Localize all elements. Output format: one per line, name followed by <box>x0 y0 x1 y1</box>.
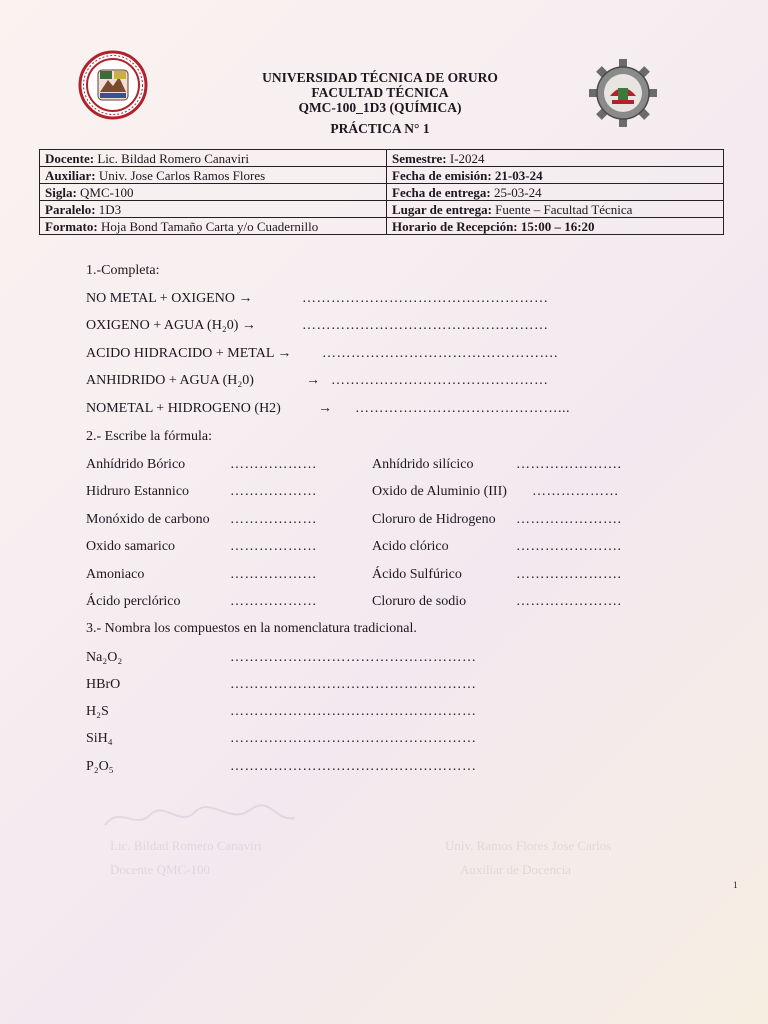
emision-value: 21-03-24 <box>494 167 543 183</box>
horario-cell <box>387 218 724 235</box>
q1-item-2-text: OXIGENO + AGUA (H₂0) → <box>86 318 256 333</box>
university-seal-icon <box>78 50 148 120</box>
q3-formula-3: H₂S <box>86 704 109 719</box>
semestre-value: I-2024 <box>449 150 485 166</box>
q2-right-4-blank[interactable]: …………………. <box>516 539 622 554</box>
q1-item-2-blank[interactable]: …………………………………………… <box>302 318 549 333</box>
q2-right-4-name: Acido clórico <box>372 539 449 554</box>
q1-item-5-arrow: → <box>318 401 332 416</box>
faculty-title: FACULTAD TÉCNICA <box>311 85 449 100</box>
faculty-gear-icon <box>588 58 658 128</box>
q2-right-5-blank[interactable]: …………………. <box>516 567 622 582</box>
formato-value: Hoja Bond Tamaño Carta y/o Cuadernillo <box>100 218 319 234</box>
q3-formula-1: Na₂O₂ <box>86 650 123 665</box>
q2-left-4-blank[interactable]: ……………… <box>230 539 317 554</box>
signature-right-role: Auxiliar de Docencia <box>460 862 572 877</box>
lugar-value: Fuente – Facultad Técnica <box>495 201 633 217</box>
q1-item-4-text: ANHIDRIDO + AGUA (H₂0) <box>86 373 254 388</box>
q2-right-5-name: Ácido Sulfúrico <box>372 567 462 582</box>
q1-item-5-text: NOMETAL + HIDROGENO (H2) <box>86 401 281 416</box>
docente-cell <box>40 150 387 167</box>
q1-item-4-arrow: → <box>306 373 320 388</box>
q3-formula-2: HBrO <box>86 677 121 692</box>
q2-left-1-name: Anhídrido Bórico <box>86 457 186 472</box>
q3-blank-2[interactable]: …………………………………………… <box>230 677 477 692</box>
q3-blank-1[interactable]: …………………………………………… <box>230 650 477 665</box>
sigla-label: Sigla: <box>45 184 77 200</box>
q2-left-5-blank[interactable]: ……………… <box>230 567 317 582</box>
paralelo-value: 1D3 <box>98 201 122 217</box>
auxiliar-cell <box>40 167 387 184</box>
q1-item-1-text: NO METAL + OXIGENO → <box>86 291 253 306</box>
auxiliar-label: Auxiliar: <box>45 167 96 183</box>
info-row <box>40 184 724 201</box>
info-row <box>40 201 724 218</box>
q2-left-6-name: Ácido perclórico <box>86 594 181 609</box>
emision-label: Fecha de emisión: <box>392 167 492 183</box>
q3-title: 3.- Nombra los compuestos en la nomenclatura tradicional. <box>86 621 417 636</box>
document-header <box>200 70 560 136</box>
q2-right-6-blank[interactable]: …………………. <box>516 594 622 609</box>
semestre-label: Semestre: <box>392 150 447 166</box>
q2-right-2-name: Oxido de Aluminio (III) <box>372 484 507 499</box>
entrega-label: Fecha de entrega: <box>392 184 491 200</box>
q2-right-1-blank[interactable]: …………………. <box>516 457 622 472</box>
horario-label: Horario de Recepción: <box>392 218 518 234</box>
q1-item-5-blank[interactable]: ……………………………………... <box>355 401 570 416</box>
info-table <box>39 149 724 235</box>
lugar-cell <box>387 201 724 218</box>
q1-item-1-blank[interactable]: …………………………………………… <box>302 291 549 306</box>
q2-title: 2.- Escribe la fórmula: <box>86 429 212 444</box>
q2-right-3-blank[interactable]: …………………. <box>516 512 622 527</box>
signature-block <box>90 800 710 890</box>
horario-value: 15:00 – 16:20 <box>520 218 595 234</box>
q2-left-6-blank[interactable]: ……………… <box>230 594 317 609</box>
handwritten-signature-icon <box>100 800 300 836</box>
formato-cell <box>40 218 387 235</box>
q3-blank-5[interactable]: …………………………………………… <box>230 759 477 774</box>
q2-right-3-name: Cloruro de Hidrogeno <box>372 512 496 527</box>
q2-right-1-name: Anhídrido silícico <box>372 457 474 472</box>
info-row <box>40 150 724 167</box>
university-title: UNIVERSIDAD TÉCNICA DE ORURO <box>262 70 498 85</box>
q1-item-3-text: ACIDO HIDRACIDO + METAL → <box>86 346 292 361</box>
q3-blank-4[interactable]: …………………………………………… <box>230 731 477 746</box>
docente-label: Docente: <box>45 150 95 166</box>
sigla-cell <box>40 184 387 201</box>
practica-title: PRÁCTICA N° 1 <box>330 121 430 136</box>
q2-left-2-name: Hidruro Estannico <box>86 484 190 499</box>
emision-cell <box>387 167 724 184</box>
auxiliar-value: Univ. Jose Carlos Ramos Flores <box>98 167 266 183</box>
q2-left-5-name: Amoniaco <box>86 567 145 582</box>
paralelo-label: Paralelo: <box>45 201 96 217</box>
formato-label: Formato: <box>45 218 98 234</box>
sigla-value: QMC-100 <box>80 184 134 200</box>
docente-value: Lic. Bildad Romero Canaviri <box>97 150 249 166</box>
info-row <box>40 167 724 184</box>
q2-left-3-name: Monóxido de carbono <box>86 512 210 527</box>
q2-left-2-blank[interactable]: ……………… <box>230 484 317 499</box>
q2-left-3-blank[interactable]: ……………… <box>230 512 317 527</box>
info-row <box>40 218 724 235</box>
q1-item-4-blank[interactable]: ……………………………………… <box>331 373 549 388</box>
lugar-label: Lugar de entrega: <box>392 201 492 217</box>
signature-left-name: Lic. Bildad Romero Canaviri <box>110 838 262 853</box>
q1-item-3-blank[interactable]: …………………………………………. <box>322 346 558 361</box>
page-mark: 1 <box>733 880 738 890</box>
q2-left-1-blank[interactable]: ……………… <box>230 457 317 472</box>
entrega-value: 25-03-24 <box>493 184 542 200</box>
q3-formula-4: SiH₄ <box>86 731 113 746</box>
semestre-cell <box>387 150 724 167</box>
q3-blank-3[interactable]: …………………………………………… <box>230 704 477 719</box>
signature-left-role: Docente QMC-100 <box>110 862 211 877</box>
q3-formula-5: P₂O₅ <box>86 759 114 774</box>
course-title: QMC-100_1D3 (QUÍMICA) <box>298 100 462 115</box>
q1-title: 1.-Completa: <box>86 263 160 278</box>
q2-right-2-blank[interactable]: ……………… <box>532 484 619 499</box>
entrega-cell <box>387 184 724 201</box>
q2-right-6-name: Cloruro de sodio <box>372 594 467 609</box>
signature-right-name: Univ. Ramos Flores Jose Carlos <box>445 838 612 853</box>
q2-left-4-name: Oxido samarico <box>86 539 176 554</box>
paralelo-cell <box>40 201 387 218</box>
